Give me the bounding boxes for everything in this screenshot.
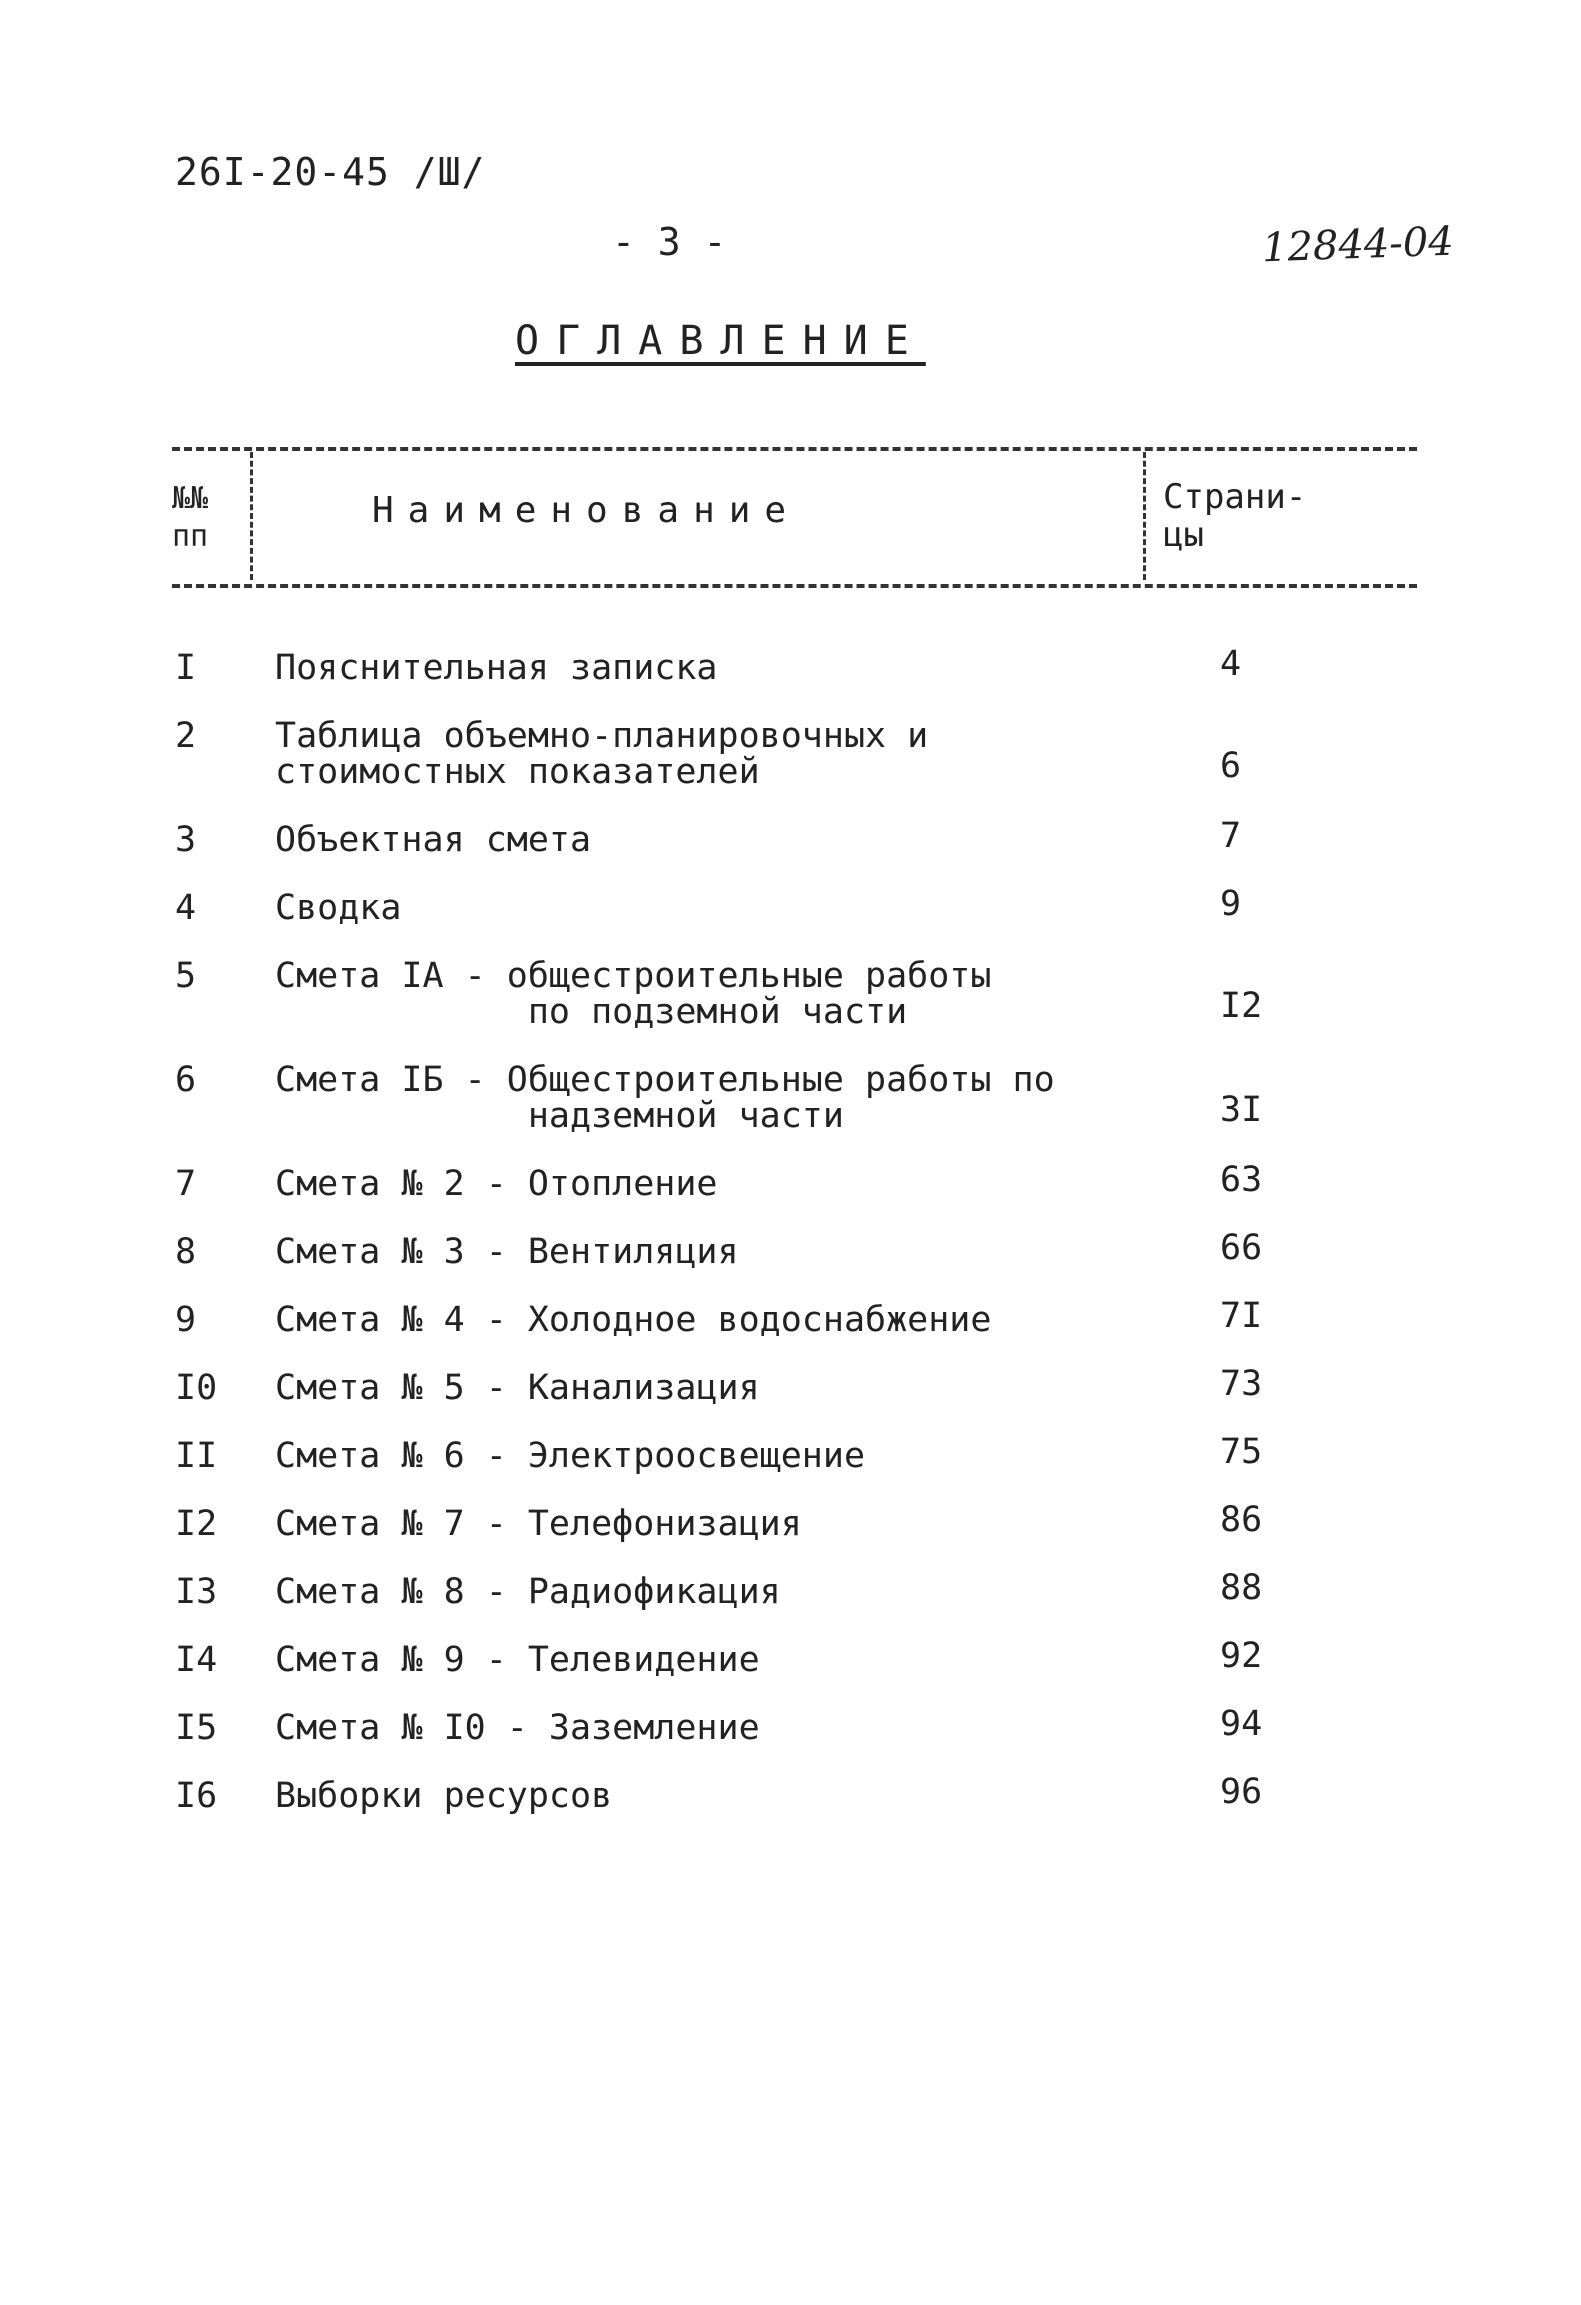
toc-row-name: Объектная смета (275, 820, 592, 860)
toc-row-number: 7 (175, 1164, 197, 1204)
toc-row-number: 8 (175, 1232, 197, 1272)
toc-row-page: 94 (1220, 1704, 1263, 1744)
toc-row-page: 3I (1220, 1090, 1263, 1130)
toc-row-page: 4 (1220, 644, 1242, 684)
toc-row-page: I2 (1220, 986, 1263, 1026)
toc-row-name: Смета № I0 - Заземление (275, 1708, 760, 1748)
toc-row-name: Смета IА - общестроительные работы по подземной части (275, 956, 992, 1032)
toc-row-number: I5 (175, 1708, 218, 1748)
column-header-pages: Страни- цы (1163, 477, 1307, 555)
toc-row-number: I4 (175, 1640, 218, 1680)
toc-row-name: Смета № 2 - Отопление (275, 1164, 718, 1204)
toc-row-name: Смета № 8 - Радиофикация (275, 1572, 781, 1612)
toc-row-name: Выборки ресурсов (275, 1776, 613, 1816)
toc-row-name: Смета № 5 - Канализация (275, 1368, 760, 1408)
toc-row-number: I2 (175, 1504, 218, 1544)
toc-row-page: 7I (1220, 1296, 1263, 1336)
toc-row-number: II (175, 1436, 218, 1476)
toc-row-name: Смета № 4 - Холодное водоснабжение (275, 1300, 992, 1340)
toc-row-page: 88 (1220, 1568, 1263, 1608)
toc-row-number: 5 (175, 956, 197, 996)
toc-row-page: 96 (1220, 1772, 1263, 1812)
toc-row-name: Смета № 7 - Телефонизация (275, 1504, 802, 1544)
toc-row-name: Смета № 9 - Телевидение (275, 1640, 760, 1680)
toc-row-page: 9 (1220, 884, 1242, 924)
toc-row-page: 73 (1220, 1364, 1263, 1404)
header-divider-right (1143, 452, 1146, 580)
column-header-name: Наименование (372, 490, 801, 531)
toc-row-page: 86 (1220, 1500, 1263, 1540)
toc-row-number: I0 (175, 1368, 218, 1408)
toc-row-number: I (175, 648, 197, 688)
toc-row-name: Пояснительная записка (275, 648, 718, 688)
column-header-number: №№ пп (172, 481, 209, 554)
toc-row-page: 92 (1220, 1636, 1263, 1676)
toc-row-page: 75 (1220, 1432, 1263, 1472)
toc-row-page: 7 (1220, 816, 1242, 856)
page-title: ОГЛАВЛЕНИЕ (515, 318, 926, 364)
toc-row-number: 6 (175, 1060, 197, 1100)
toc-row-number: 3 (175, 820, 197, 860)
toc-row-number: I6 (175, 1776, 218, 1816)
toc-row-number: I3 (175, 1572, 218, 1612)
toc-row-page: 63 (1220, 1160, 1263, 1200)
toc-row-page: 6 (1220, 746, 1242, 786)
header-bottom-rule (172, 584, 1417, 588)
toc-row-page: 66 (1220, 1228, 1263, 1268)
toc-row-name: Смета № 6 - Электроосвещение (275, 1436, 866, 1476)
toc-row-number: 4 (175, 888, 197, 928)
toc-row-name: Сводка (275, 888, 402, 928)
toc-row-number: 9 (175, 1300, 197, 1340)
header-top-rule (172, 447, 1417, 451)
toc-row-name: Таблица объемно-планировочных и стоимостных показателей (275, 716, 929, 792)
toc-row-name: Смета IБ - Общестроительные работы по надземной части (275, 1060, 1055, 1136)
toc-row-number: 2 (175, 716, 197, 756)
toc-row-name: Смета № 3 - Вентиляция (275, 1232, 739, 1272)
page-number: - 3 - (612, 220, 727, 264)
header-divider-left (250, 452, 253, 580)
document-code: 26I-20-45 /Ш/ (175, 150, 486, 194)
handwritten-code: 12844-04 (1261, 218, 1455, 272)
